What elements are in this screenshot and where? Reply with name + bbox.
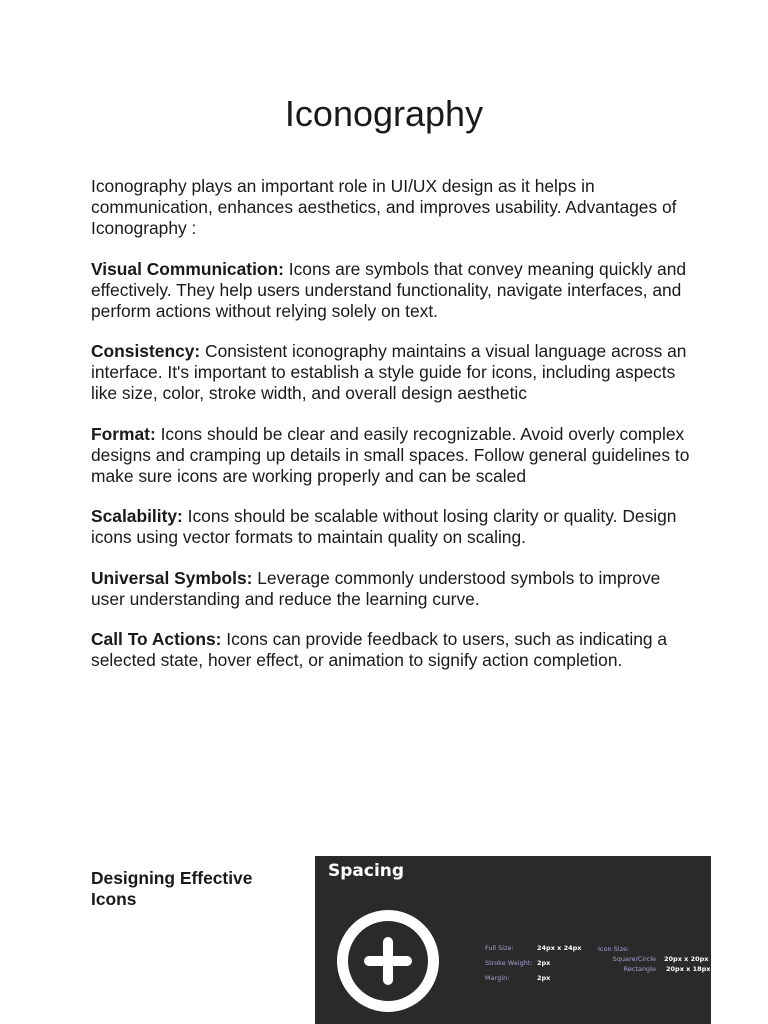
section-text: Icons are symbols that convey meaning quickly and effectively. They help users understand functionality, navigate interfaces, and perform actions without relying solely on text. <box>91 258 687 321</box>
square-circle-label: Square/Circle <box>612 955 656 963</box>
section-visual-communication <box>91 259 691 322</box>
section-scalability <box>91 506 691 548</box>
section-format <box>91 424 691 487</box>
section-universal-symbols <box>91 568 691 610</box>
stroke-weight-label: Stroke Weight: <box>485 959 533 967</box>
article-body <box>91 176 691 691</box>
rectangle-label: Rectangle <box>623 965 656 973</box>
icon-size-label: Icon Size: <box>598 945 630 953</box>
section-text: Icons can provide feedback to users, such as indicating a selected state, hover effect, or animation to signify action completion. <box>91 629 668 670</box>
section-text: Leverage commonly understood symbols to improve user understanding and reduce the learning curve. <box>91 567 661 609</box>
spacing-title: Spacing <box>328 861 405 881</box>
stroke-weight-value: 2px <box>537 959 551 967</box>
full-size-value: 24px x 24px <box>537 944 582 952</box>
plus-circle-icon <box>336 909 440 1013</box>
intro-paragraph: Iconography plays an important role in UI/UX design as it helps in communication, enhances aesthetics, and improves usability. Advantages of Iconography : <box>91 176 677 238</box>
section-term: Universal Symbols: <box>91 567 253 588</box>
section-text: Icons should be clear and easily recognizable. Avoid overly complex designs and cramping up details in small spaces. Follow general guidelines to make sure icons are working properly and can be scaled <box>91 423 690 486</box>
section-term: Consistency: <box>91 341 201 361</box>
spacing-spec-image <box>315 856 711 1024</box>
rectangle-value: 20px x 18px <box>666 965 711 973</box>
full-size-label: Full Size: <box>485 944 514 952</box>
section-call-to-actions <box>91 629 691 671</box>
section-consistency <box>91 341 691 404</box>
square-circle-value: 20px x 20px <box>664 955 709 963</box>
margin-value: 2px <box>537 974 551 982</box>
margin-label: Margin: <box>485 974 510 982</box>
section-term: Format: <box>91 423 156 444</box>
subheading: Designing Effective Icons <box>91 868 253 909</box>
section-text: Icons should be scalable without losing clarity or quality. Design icons using vector formats to maintain quality on scaling. <box>91 506 677 547</box>
page-title: Iconography <box>284 93 484 134</box>
section-term: Scalability: <box>91 506 183 526</box>
section-text: Consistent iconography maintains a visual language across an interface. It's important to establish a style guide for icons, including aspects like size, color, stroke width, and overall design aesthetic <box>91 341 687 403</box>
section-term: Visual Communication: <box>91 258 284 279</box>
section-term: Call To Actions: <box>91 629 222 649</box>
